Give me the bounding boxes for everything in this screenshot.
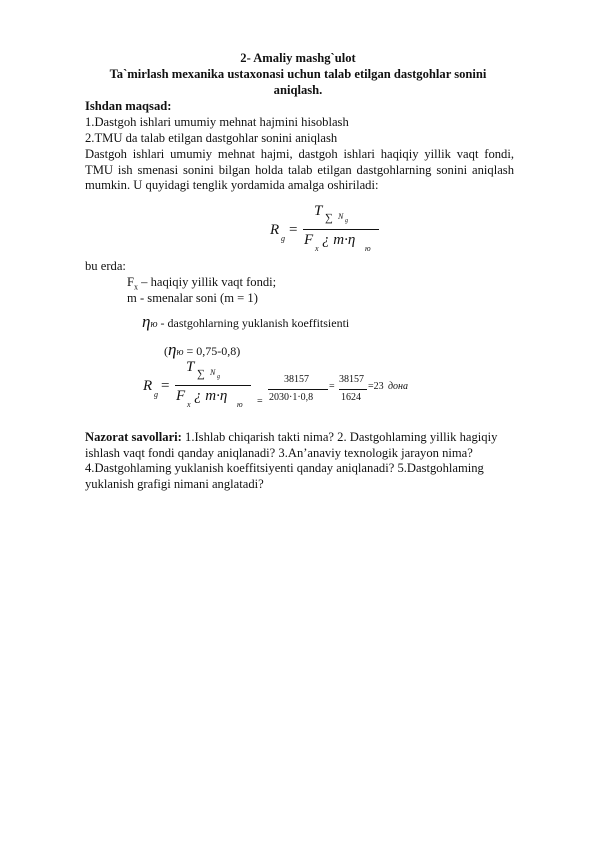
formula1-lhs-sub: g — [281, 234, 285, 243]
formula1-num-t: T — [314, 203, 323, 219]
formula2-eq3: = — [329, 381, 335, 392]
formula2-frac3-bar — [339, 389, 367, 390]
formula1-num-n: N — [338, 212, 344, 221]
formula2-frac3-den: 1624 — [341, 392, 361, 403]
formula2-den-f: F — [176, 388, 186, 404]
definition-fx-sub: x — [134, 282, 139, 292]
formula1-num-sum: ∑ — [325, 212, 333, 224]
goal-label: Ishdan maqsad: — [85, 99, 172, 113]
page-title: 2- Amaliy mashg`ulot — [240, 51, 356, 65]
goal-paragraph: Dastgoh ishlari umumiy mehnat hajmi, dastgoh ishlari haqiqiy yillik vaqt fondi, TMU ish smenasi sonini bilgan holda talab etilgan dastgohlarning sonini aniqlash mumkin. U quyidagi tenglik yordamida amalga oshiriladi: — [85, 147, 514, 192]
page-subtitle-line2: aniqlash. — [273, 83, 323, 97]
formula2-den-eta-sub: ю — [237, 400, 243, 409]
eta-range-symbol: η — [168, 340, 177, 359]
formula2-num-n-sub: g — [217, 374, 220, 380]
eta-range-text: = 0,75-0,8) — [183, 344, 241, 358]
formula2-eq: = — [161, 378, 170, 394]
formula1-den-f-sub: x — [315, 244, 319, 253]
definition-eta-text: - dastgohlarning yuklanish koeffitsienti — [157, 316, 350, 330]
definition-fx-text: – haqiqiy yillik vaqt fondi; — [138, 275, 277, 289]
formula1-den-f: F — [304, 232, 314, 248]
formula2-num-t: T — [186, 359, 195, 375]
control-questions — [85, 430, 525, 492]
definitions-intro: bu erda: — [85, 259, 126, 273]
definition-eta-sub: ю — [150, 319, 158, 330]
eta-range-sub: ю — [176, 347, 184, 358]
formula2-lhs-sub: g — [154, 390, 158, 399]
formula1-den-eta-sub: ю — [365, 244, 371, 253]
formula1-den-rest: ¿ m·η — [322, 232, 356, 248]
formula1-fraction-bar — [303, 229, 379, 230]
formula2-fraction-bar — [175, 385, 251, 386]
formula1-num-n-sub: g — [345, 218, 348, 224]
definition-eta-range — [164, 340, 240, 360]
formula2-result: =23 — [368, 381, 384, 392]
formula2-lhs: R — [143, 378, 153, 394]
definition-eta-symbol: η — [142, 312, 151, 331]
formula1-lhs: R — [270, 222, 280, 238]
formula2-den-f-sub: x — [187, 400, 191, 409]
formula2-frac3-num: 38157 — [339, 374, 364, 385]
definition-eta — [142, 312, 349, 332]
control-questions-label: Nazorat savollari: — [85, 430, 182, 444]
formula1-eq: = — [289, 222, 298, 238]
page-subtitle-line1: Ta`mirlash mexanika ustaxonasi uchun talab etilgan dastgohlar sonini — [109, 67, 487, 81]
definition-fx-symbol: F — [127, 275, 135, 289]
control-questions-text: 1.Ishlab chiqarish takti nima? 2. Dastgohlaming yillik hagiqiy ishlash vaqt fondi qanday aniqlanadi? 3.An’anaviy texnologik jarayon nima? 4.Dastgohlaming yuklanish koeffitsiyenti qanday aniqlanadi? 5.Dastgohlaming yuklanish grafigi nimani anglatadi? — [85, 430, 498, 491]
definition-fx — [127, 275, 276, 292]
formula2-frac2-bar — [268, 389, 328, 390]
formula2-den-rest: ¿ m·η — [194, 388, 228, 404]
formula2-frac2-num: 38157 — [284, 374, 309, 385]
definition-m: m - smenalar soni (m = 1) — [127, 291, 258, 305]
goal-item-1: 1.Dastgoh ishlari umumiy mehnat hajmini hisoblash — [85, 115, 349, 129]
formula2-unit: дона — [388, 381, 409, 392]
formula2-frac2-den: 2030·1·0,8 — [269, 392, 314, 403]
goal-item-2: 2.TMU da talab etilgan dastgohlar sonini aniqlash — [85, 131, 338, 145]
formula2-eq2: = — [257, 396, 263, 407]
formula2-num-n: N — [210, 368, 216, 377]
eta-range-open: ( — [164, 344, 168, 358]
formula2-num-sum: ∑ — [197, 368, 205, 380]
